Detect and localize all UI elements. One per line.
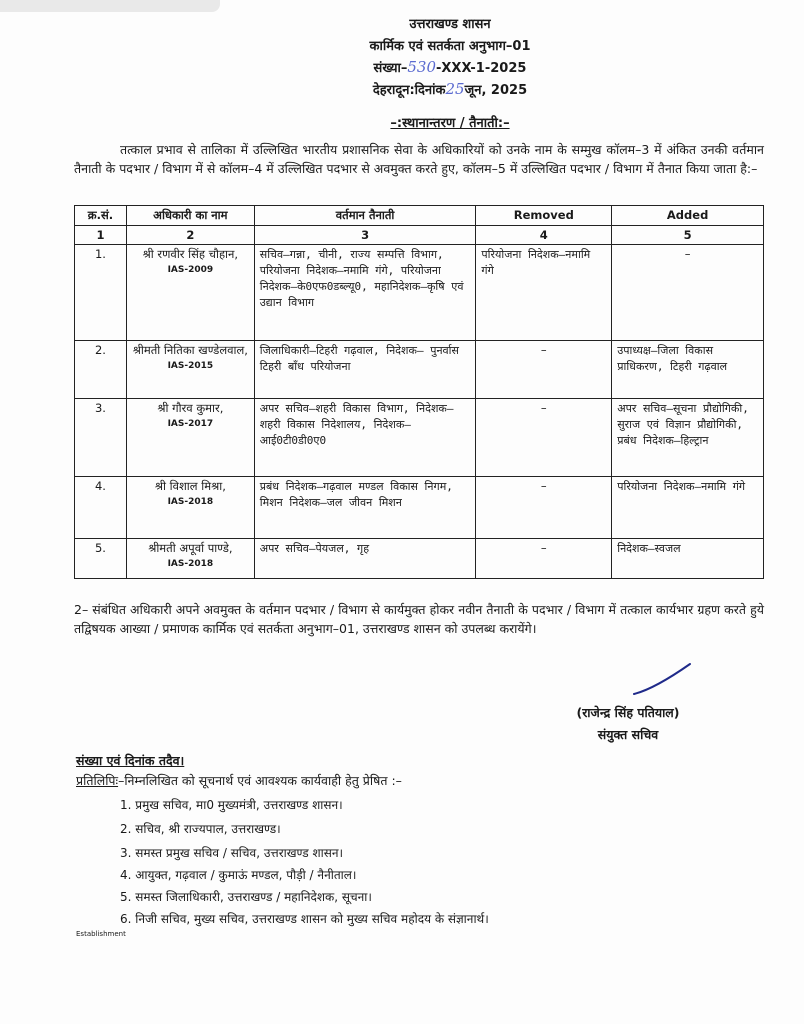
cell-current: अपर सचिव–पेयजल, गृह xyxy=(254,539,476,579)
cell-removed: परियोजना निदेशक–नमामि गंगे xyxy=(476,245,612,341)
copy-heading xyxy=(76,772,766,789)
cell-added: निदेशक–स्वजल xyxy=(612,539,764,579)
cell-current: जिलाधिकारी–टिहरी गढ़वाल, निदेशक– पुनर्वास टिहरी बाँध परियोजना xyxy=(254,341,476,399)
col-num: 1 xyxy=(75,226,127,245)
list-item: 4. आयुक्त, गढ़वाल / कुमाऊं मण्डल, पौड़ी / नैनीताल। xyxy=(120,868,357,882)
col-header-name: अधिकारी का नाम xyxy=(126,206,254,226)
list-item: 1. प्रमुख सचिव, मा0 मुख्यमंत्री, उत्तराखण्ड शासन। xyxy=(120,798,343,812)
number-suffix: -XXX-1-2025 xyxy=(436,61,527,76)
section-title: कार्मिक एवं सतर्कता अनुभाग–01 xyxy=(369,39,531,54)
cell-sn: 1. xyxy=(75,245,127,341)
cell-name xyxy=(126,477,254,539)
table-header-row xyxy=(75,206,764,226)
cell-added: – xyxy=(612,245,764,341)
officer-name: श्री गौरव कुमार, xyxy=(157,401,224,415)
table-colnum-row xyxy=(75,226,764,245)
ias-batch: IAS-2015 xyxy=(167,361,214,371)
table-row xyxy=(75,399,764,477)
cell-added: परियोजना निदेशक–नमामि गंगे xyxy=(612,477,764,539)
col-header-sn: क्र.सं. xyxy=(75,206,127,226)
cell-removed: – xyxy=(476,477,612,539)
table-row xyxy=(75,539,764,579)
ias-batch: IAS-2018 xyxy=(167,497,214,507)
officer-name: श्री रणवीर सिंह चौहान, xyxy=(142,247,239,261)
handwritten-number: 530 xyxy=(407,58,436,76)
govt-title: उत्तराखण्ड शासन xyxy=(409,17,491,32)
cell-sn: 5. xyxy=(75,539,127,579)
table-row xyxy=(75,245,764,341)
col-num: 4 xyxy=(476,226,612,245)
handwritten-date: 25 xyxy=(445,80,465,98)
officer-name: श्रीमती नितिका खण्डेलवाल, xyxy=(132,343,248,357)
reference-line: संख्या एवं दिनांक तदैव। xyxy=(76,753,185,768)
copy-label: प्रतिलिपिः xyxy=(76,773,119,788)
cell-current: सचिव–गन्ना, चीनी, राज्य सम्पत्ति विभाग, परियोजना निदेशक–नमामि गंगे, परियोजना निदेशक–के0एफ0डब्ल्यू0, महानिदेशक–कृषि एवं उद्यान विभाग xyxy=(254,245,476,341)
table-row xyxy=(75,477,764,539)
ias-batch: IAS-2017 xyxy=(167,419,214,429)
order-number xyxy=(300,58,600,76)
list-item: 2. सचिव, श्री राज्यपाल, उत्तराखण्ड। xyxy=(120,822,281,836)
col-num: 3 xyxy=(254,226,476,245)
signatory-name: (राजेन्द्र सिंह पतियाल) xyxy=(576,705,680,720)
order-date xyxy=(300,80,600,98)
subject-heading: –:स्थानान्तरण / तैनाती:– xyxy=(390,116,510,131)
instruction-paragraph: 2– संबंधित अधिकारी अपने अवमुक्त के वर्तमान पदभार / विभाग से कार्यमुक्त होकर नवीन तैनाती के पदभार / विभाग में तत्काल कार्यभार ग्रहण करते हुये तद्विषयक आख्या / प्रमाणक कार्मिक एवं सतर्कता अनुभाग–01, उत्तराखण्ड शासन को उपलब्ध करायेंगे। xyxy=(74,602,764,636)
col-num: 5 xyxy=(612,226,764,245)
cell-removed: – xyxy=(476,399,612,477)
cell-current: प्रबंध निदेशक–गढ़वाल मण्डल विकास निगम, मिशन निदेशक–जल जीवन मिशन xyxy=(254,477,476,539)
col-header-added: Added xyxy=(612,206,764,226)
cell-added: उपाध्यक्ष–जिला विकास प्राधिकरण, टिहरी गढ़वाल xyxy=(612,341,764,399)
date-suffix: जून, 2025 xyxy=(464,83,528,98)
table-row xyxy=(75,341,764,399)
cell-name xyxy=(126,539,254,579)
cell-name xyxy=(126,341,254,399)
cell-added: अपर सचिव–सूचना प्रौद्योगिकी, सुराज एवं विज्ञान प्रौद्योगिकी, प्रबंध निदेशक–हिल्ट्रान xyxy=(612,399,764,477)
date-prefix: देहरादून:दिनांक xyxy=(372,83,446,98)
cell-current: अपर सचिव–शहरी विकास विभाग, निदेशक–शहरी विकास निदेशालय, निदेशक–आई0टी0डी0ए0 xyxy=(254,399,476,477)
list-item: 6. निजी सचिव, मुख्य सचिव, उत्तराखण्ड शासन को मुख्य सचिव महोदय के संज्ञानार्थ। xyxy=(120,912,489,926)
col-header-current: वर्तमान तैनाती xyxy=(254,206,476,226)
cell-name xyxy=(126,399,254,477)
cell-name xyxy=(126,245,254,341)
cell-removed: – xyxy=(476,341,612,399)
transfer-table xyxy=(74,205,764,579)
list-item: 5. समस्त जिलाधिकारी, उत्तराखण्ड / महानिदेशक, सूचना। xyxy=(120,890,372,904)
officer-name: श्रीमती अपूर्वा पाण्डे, xyxy=(148,541,233,555)
number-prefix: संख्या– xyxy=(373,61,408,76)
cell-sn: 3. xyxy=(75,399,127,477)
officer-name: श्री विशाल मिश्रा, xyxy=(154,479,226,493)
list-item: 3. समस्त प्रमुख सचिव / सचिव, उत्तराखण्ड शासन। xyxy=(120,846,344,860)
ias-batch: IAS-2009 xyxy=(167,265,214,275)
signature-mark xyxy=(630,660,700,700)
cell-sn: 2. xyxy=(75,341,127,399)
ias-batch: IAS-2018 xyxy=(167,559,214,569)
cell-removed: – xyxy=(476,539,612,579)
top-bar xyxy=(0,0,220,12)
signatory-designation: संयुक्त सचिव xyxy=(597,727,659,742)
footer-label: Establishment xyxy=(76,930,126,938)
col-header-removed: Removed xyxy=(476,206,612,226)
intro-paragraph: तत्काल प्रभाव से तालिका में उल्लिखित भारतीय प्रशासनिक सेवा के अधिकारियों को उनके नाम के सम्मुख कॉलम–3 में अंकित उनकी वर्तमान तैनाती के पदभार / विभाग में से कॉलम–4 में उल्लिखित पदभार से अवमुक्त करते हुए, कॉलम–5 में उल्लिखित पदभार / विभाग में तैनात किया जाता है:– xyxy=(74,142,764,176)
col-num: 2 xyxy=(126,226,254,245)
copy-text: –निम्नलिखित को सूचनार्थ एवं आवश्यक कार्यवाही हेतु प्रेषित :– xyxy=(118,773,402,788)
cell-sn: 4. xyxy=(75,477,127,539)
